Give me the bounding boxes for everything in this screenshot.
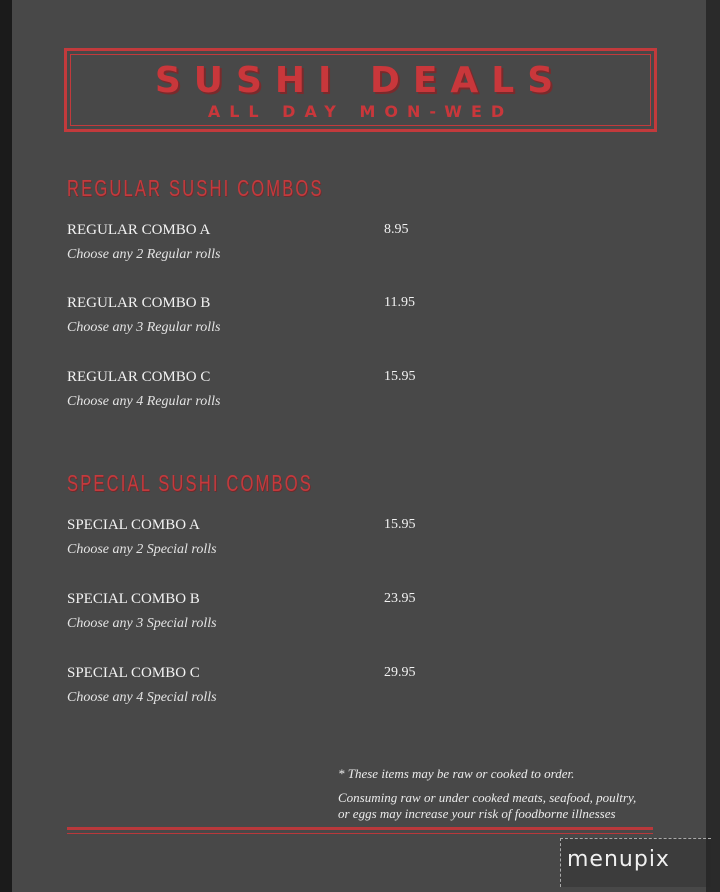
item-name: REGULAR COMBO A [67,222,211,238]
item-description: Choose any 2 Regular rolls [67,247,221,262]
menu-item-regular-combo-c [67,368,467,428]
menu-title: SUSHI DEALS [154,60,567,101]
item-description: Choose any 3 Special rolls [67,616,217,631]
watermark [560,838,711,887]
menu-item-regular-combo-a [67,221,467,281]
menu-item-special-combo-c [67,664,467,724]
title-banner [64,48,657,132]
menu-item-special-combo-a [67,516,467,576]
section-title-special: SPECIAL SUSHI COMBOS [67,470,313,496]
raw-items-note: * These items may be raw or cooked to order. [338,766,575,781]
item-name: SPECIAL COMBO A [67,517,200,533]
item-price: 23.95 [384,591,416,606]
menu-page [12,0,706,892]
menu-subtitle: ALL DAY MON-WED [207,102,514,121]
item-price: 29.95 [384,665,416,680]
item-name: SPECIAL COMBO C [67,665,200,681]
item-name: REGULAR COMBO C [67,369,211,385]
bottom-divider-thick [67,827,653,830]
menu-item-regular-combo-b [67,294,467,354]
item-price: 8.95 [384,222,409,237]
item-description: Choose any 4 Special rolls [67,690,217,705]
item-name: REGULAR COMBO B [67,295,211,311]
page-edge [706,0,720,892]
item-description: Choose any 4 Regular rolls [67,394,221,409]
health-warning-line-2: or eggs may increase your risk of foodborne illnesses [338,806,616,821]
item-description: Choose any 3 Regular rolls [67,320,221,335]
health-warning-line-1: Consuming raw or under cooked meats, seafood, poultry, [338,790,637,805]
item-description: Choose any 2 Special rolls [67,542,217,557]
item-price: 15.95 [384,517,416,532]
item-price: 15.95 [384,369,416,384]
section-title-regular: REGULAR SUSHI COMBOS [67,175,324,201]
watermark-logo: menupix [567,847,670,872]
bottom-divider-thin [67,833,653,834]
menu-item-special-combo-b [67,590,467,650]
item-name: SPECIAL COMBO B [67,591,200,607]
item-price: 11.95 [384,295,415,310]
